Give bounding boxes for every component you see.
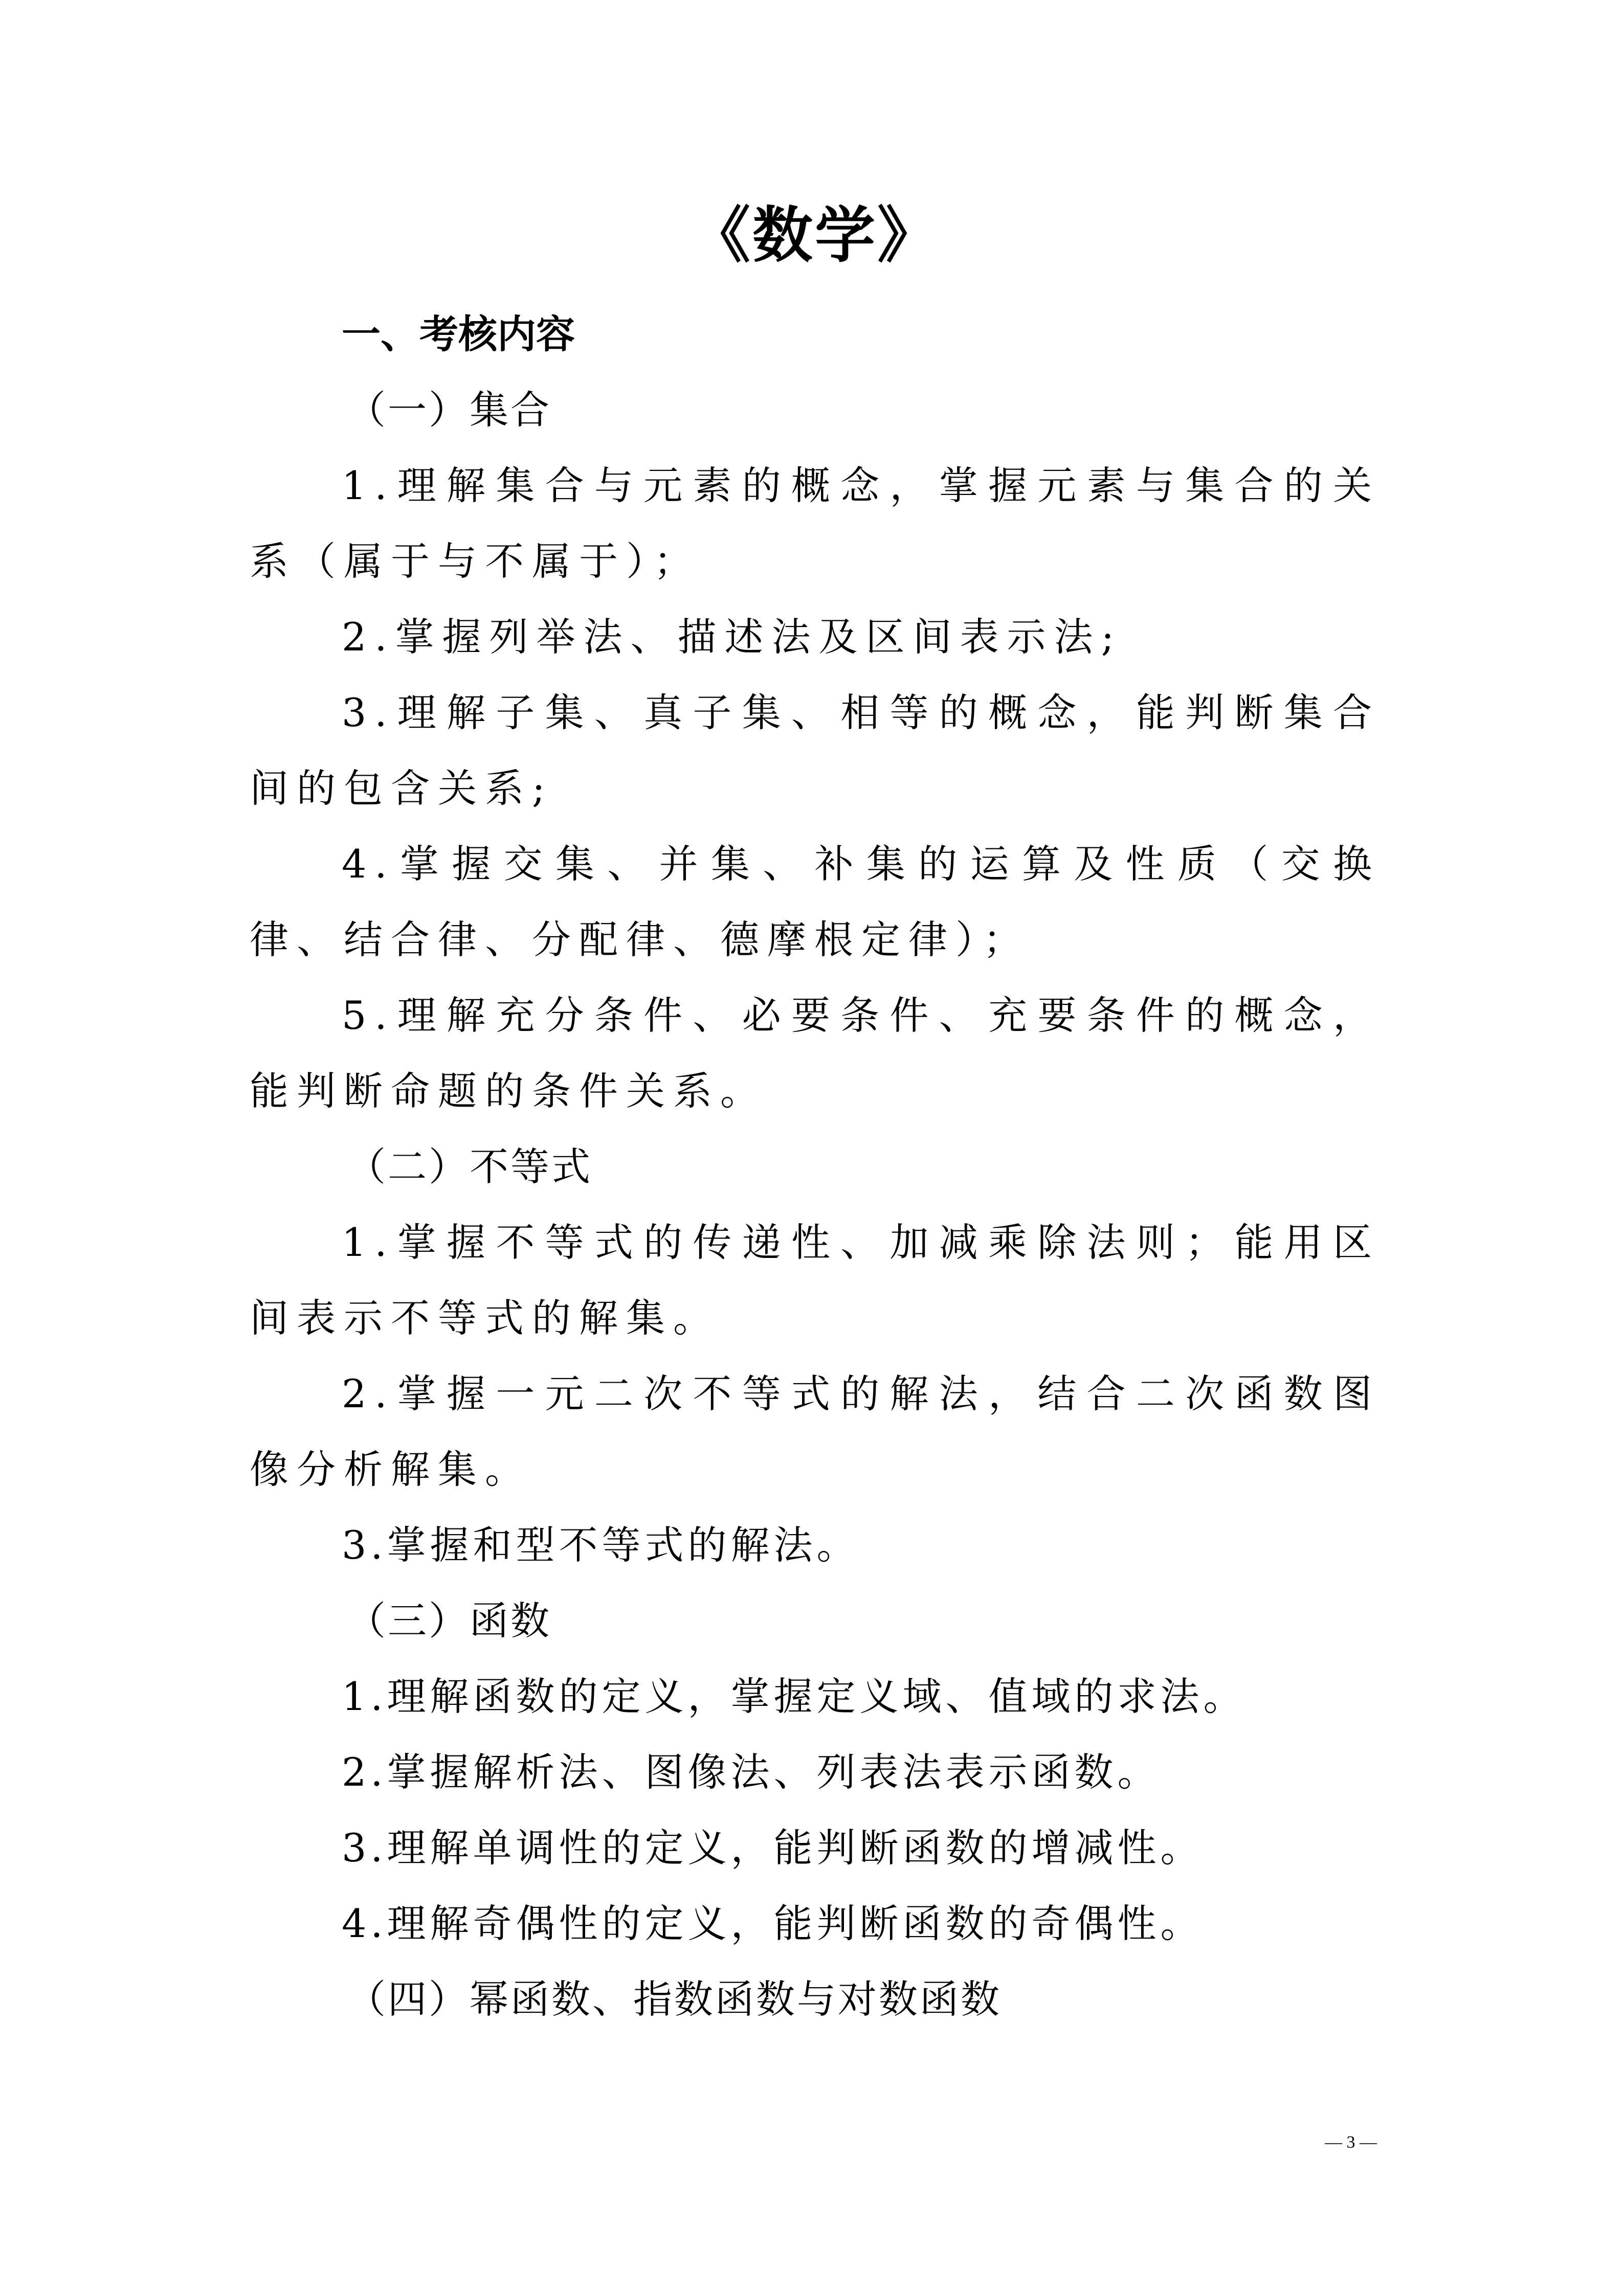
list-item: 2.掌握列举法、描述法及区间表示法; <box>342 614 1123 660</box>
list-item: 1.掌握不等式的传递性、加减乘除法则；能用区间表示不等式的解集。 <box>250 1220 1380 1341</box>
document-title: 《数学》 <box>689 199 940 271</box>
list-item: 4.掌握交集、并集、补集的运算及性质（交换律、结合律、分配律、德摩根定律）； <box>250 841 1380 962</box>
list-item: 3.理解单调性的定义，能判断函数的增减性。 <box>342 1825 1204 1871</box>
list-item: 3.掌握和型不等式的解法。 <box>342 1522 860 1568</box>
list-item: 3.理解子集、真子集、相等的概念，能判断集合间的包含关系; <box>250 690 1380 811</box>
list-item: 2.掌握一元二次不等式的解法，结合二次函数图像分析解集。 <box>250 1371 1380 1492</box>
subsection-heading-functions: （三）函数 <box>347 1598 551 1644</box>
document-page <box>250 194 1380 2037</box>
subsection-heading-inequalities: （二）不等式 <box>347 1144 592 1189</box>
list-item: 1.理解集合与元素的概念，掌握元素与集合的关系（属于与不属于）； <box>250 463 1380 584</box>
page-number: — 3 — <box>1325 2133 1377 2152</box>
subsection-heading-sets: （一）集合 <box>347 387 551 433</box>
list-item: 1.理解函数的定义，掌握定义域、值域的求法。 <box>342 1674 1247 1719</box>
list-item: 5.理解充分条件、必要条件、充要条件的概念，能判断命题的条件关系。 <box>250 993 1380 1114</box>
section-heading: 一、考核内容 <box>342 311 575 357</box>
list-item: 2.掌握解析法、图像法、列表法表示函数。 <box>342 1749 1161 1795</box>
subsection-heading-power-exp-log-functions: （四）幂函数、指数函数与对数函数 <box>347 1976 1002 2022</box>
list-item: 4.理解奇偶性的定义，能判断函数的奇偶性。 <box>342 1901 1204 1946</box>
